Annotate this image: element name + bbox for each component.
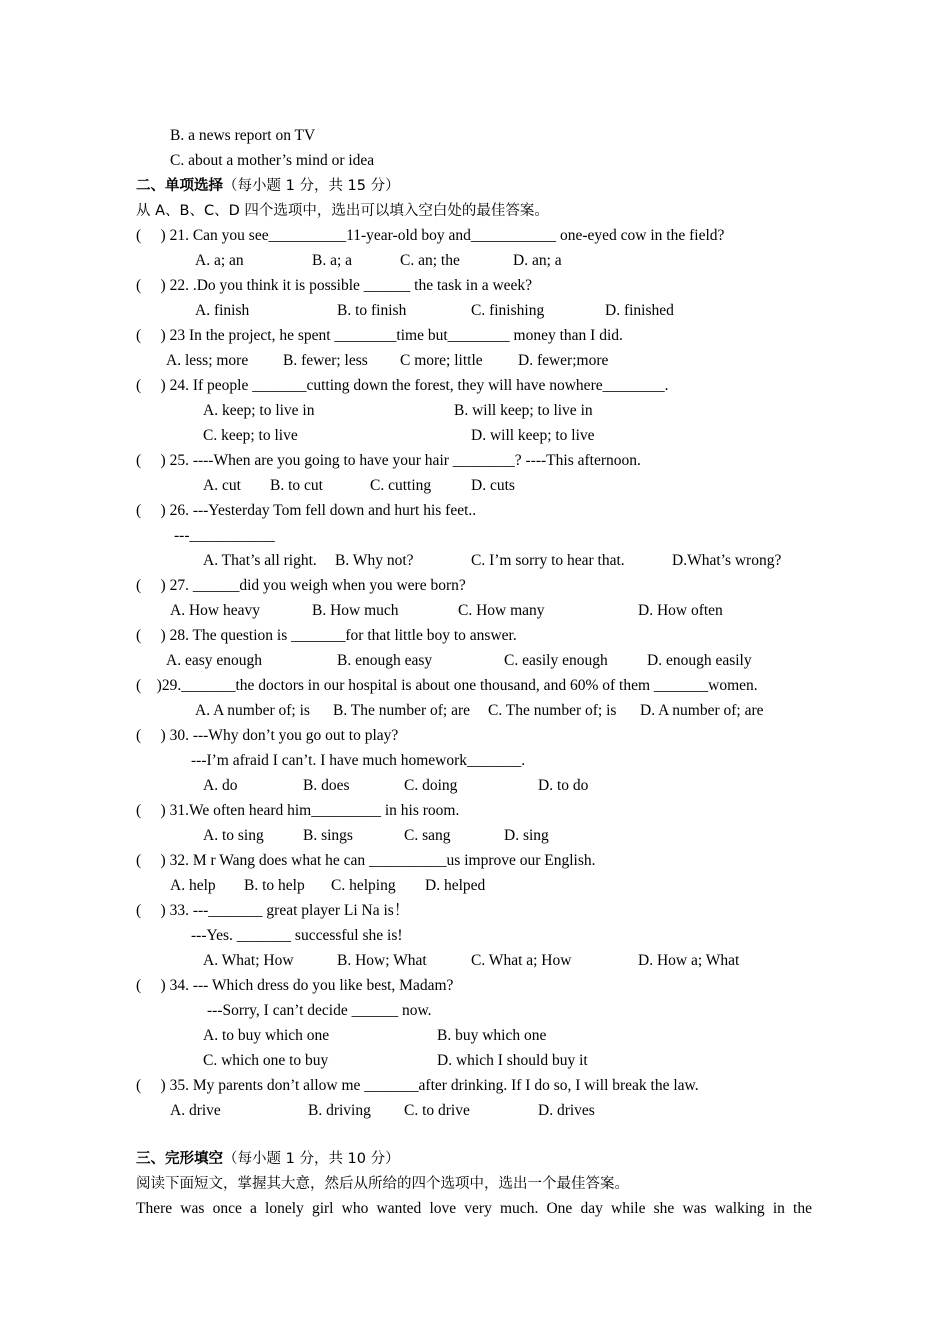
question-33: ( ) 33. ---_______ great player Li Na is！ bbox=[136, 902, 410, 919]
section3-heading bbox=[136, 1149, 400, 1169]
q34-option-d: D. which I should buy it bbox=[437, 1052, 588, 1069]
section3-instruction: 阅读下面短文，掌握其大意，然后从所给的四个选项中，选出一个最佳答案。 bbox=[136, 1176, 629, 1192]
q22-option-c: C. finishing bbox=[471, 302, 545, 319]
q28-option-a: A. easy enough bbox=[166, 652, 262, 669]
q32-option-d: D. helped bbox=[425, 877, 486, 894]
q33-option-d: D. How a; What bbox=[638, 952, 740, 969]
q25-option-b: B. to cut bbox=[270, 477, 323, 494]
q34-option-b: B. buy which one bbox=[437, 1027, 547, 1044]
q30-option-d: D. to do bbox=[538, 777, 589, 794]
q32-option-a: A. help bbox=[170, 877, 216, 894]
q35-option-b: B. driving bbox=[308, 1102, 371, 1119]
q23-option-a: A. less; more bbox=[166, 352, 249, 369]
q29-option-b: B. The number of; are bbox=[333, 702, 471, 719]
q21-option-d: D. an; a bbox=[513, 252, 562, 269]
q32-option-c: C. helping bbox=[331, 877, 396, 894]
q33-option-c: C. What a; How bbox=[471, 952, 572, 969]
q30-option-b: B. does bbox=[303, 777, 350, 794]
question-23: ( ) 23 In the project, he spent ________time but________ money than I did. bbox=[136, 327, 623, 344]
option-c: C. about a mother’s mind or idea bbox=[170, 152, 375, 169]
q26-option-d: D.What’s wrong? bbox=[672, 552, 782, 569]
q22-option-b: B. to finish bbox=[337, 302, 407, 319]
q24-option-a: A. keep; to live in bbox=[203, 402, 315, 419]
section3-title: 三、完形填空 bbox=[136, 1151, 223, 1167]
question-32: ( ) 32. M r Wang does what he can __________us improve our English. bbox=[136, 852, 596, 869]
q26-option-a: A. That’s all right. bbox=[203, 552, 317, 569]
q28-option-b: B. enough easy bbox=[337, 652, 433, 669]
q27-option-b: B. How much bbox=[312, 602, 399, 619]
question-35: ( ) 35. My parents don’t allow me _______after drinking. If I do so, I will break the law. bbox=[136, 1077, 699, 1094]
q31-option-b: B. sings bbox=[303, 827, 353, 844]
q25-option-c: C. cutting bbox=[370, 477, 432, 494]
q34-option-c: C. which one to buy bbox=[203, 1052, 329, 1069]
question-28: ( ) 28. The question is _______for that little boy to answer. bbox=[136, 627, 517, 644]
q28-option-c: C. easily enough bbox=[504, 652, 608, 669]
section-score: （每小题 1 分，共 15 分） bbox=[223, 178, 400, 194]
q27-option-d: D. How often bbox=[638, 602, 723, 619]
question-26: ( ) 26. ---Yesterday Tom fell down and hurt his feet.. bbox=[136, 502, 477, 519]
question-34: ( ) 34. --- Which dress do you like best, Madam? bbox=[136, 977, 454, 994]
q25-option-a: A. cut bbox=[203, 477, 241, 494]
cloze-passage: There was once a lonely girl who wanted love very much. One day while she was walking in the bbox=[136, 1200, 812, 1217]
q33-reply: ---Yes. _______ successful she is! bbox=[191, 927, 403, 944]
q26-option-b: B. Why not? bbox=[335, 552, 414, 569]
q21-option-c: C. an; the bbox=[400, 252, 460, 269]
question-31: ( ) 31.We often heard him_________ in his room. bbox=[136, 802, 460, 819]
q33-option-b: B. How; What bbox=[337, 952, 427, 969]
q22-option-a: A. finish bbox=[195, 302, 250, 319]
q27-option-a: A. How heavy bbox=[170, 602, 260, 619]
q33-option-a: A. What; How bbox=[203, 952, 294, 969]
q32-option-b: B. to help bbox=[244, 877, 305, 894]
q31-option-d: D. sing bbox=[504, 827, 549, 844]
q35-option-c: C. to drive bbox=[404, 1102, 470, 1119]
q30-option-c: C. doing bbox=[404, 777, 458, 794]
question-29: ( )29._______the doctors in our hospital is about one thousand, and 60% of them _______women. bbox=[136, 677, 758, 694]
q31-option-c: C. sang bbox=[404, 827, 451, 844]
section-instruction: 从 A、B、C、D 四个选项中，选出可以填入空白处的最佳答案。 bbox=[136, 203, 549, 219]
q29-option-d: D. A number of; are bbox=[640, 702, 764, 719]
q29-option-a: A. A number of; is bbox=[195, 702, 310, 719]
question-24: ( ) 24. If people _______cutting down the forest, they will have nowhere________. bbox=[136, 377, 669, 394]
q26-option-c: C. I’m sorry to hear that. bbox=[471, 552, 625, 569]
q25-option-d: D. cuts bbox=[471, 477, 515, 494]
question-22: ( ) 22. .Do you think it is possible ______ the task in a week? bbox=[136, 277, 533, 294]
q24-option-b: B. will keep; to live in bbox=[454, 402, 593, 419]
q34-option-a: A. to buy which one bbox=[203, 1027, 330, 1044]
q28-option-d: D. enough easily bbox=[647, 652, 752, 669]
question-27: ( ) 27. ______did you weigh when you were born? bbox=[136, 577, 466, 594]
question-30: ( ) 30. ---Why don’t you go out to play? bbox=[136, 727, 399, 744]
q23-option-c: C more; little bbox=[400, 352, 483, 369]
q23-option-b: B. fewer; less bbox=[283, 352, 368, 369]
q34-reply: ---Sorry, I can’t decide ______ now. bbox=[207, 1002, 432, 1019]
q31-option-a: A. to sing bbox=[203, 827, 264, 844]
option-b: B. a news report on TV bbox=[170, 127, 316, 144]
q23-option-d: D. fewer;more bbox=[518, 352, 609, 369]
q30-option-a: A. do bbox=[203, 777, 238, 794]
q24-option-d: D. will keep; to live bbox=[471, 427, 595, 444]
q26-reply: ---___________ bbox=[174, 527, 275, 544]
section-heading bbox=[136, 176, 400, 196]
question-21: ( ) 21. Can you see__________11-year-old boy and___________ one-eyed cow in the field? bbox=[136, 227, 725, 244]
q29-option-c: C. The number of; is bbox=[488, 702, 617, 719]
question-25: ( ) 25. ----When are you going to have your hair ________? ----This afternoon. bbox=[136, 452, 641, 469]
q27-option-c: C. How many bbox=[458, 602, 545, 619]
section3-score: （每小题 1 分，共 10 分） bbox=[223, 1151, 400, 1167]
q21-option-a: A. a; an bbox=[195, 252, 244, 269]
section-title: 二、单项选择 bbox=[136, 178, 223, 194]
q35-option-a: A. drive bbox=[170, 1102, 221, 1119]
q22-option-d: D. finished bbox=[605, 302, 674, 319]
q30-reply: ---I’m afraid I can’t. I have much homework_______. bbox=[191, 752, 526, 769]
q24-option-c: C. keep; to live bbox=[203, 427, 298, 444]
q21-option-b: B. a; a bbox=[312, 252, 353, 269]
q35-option-d: D. drives bbox=[538, 1102, 595, 1119]
